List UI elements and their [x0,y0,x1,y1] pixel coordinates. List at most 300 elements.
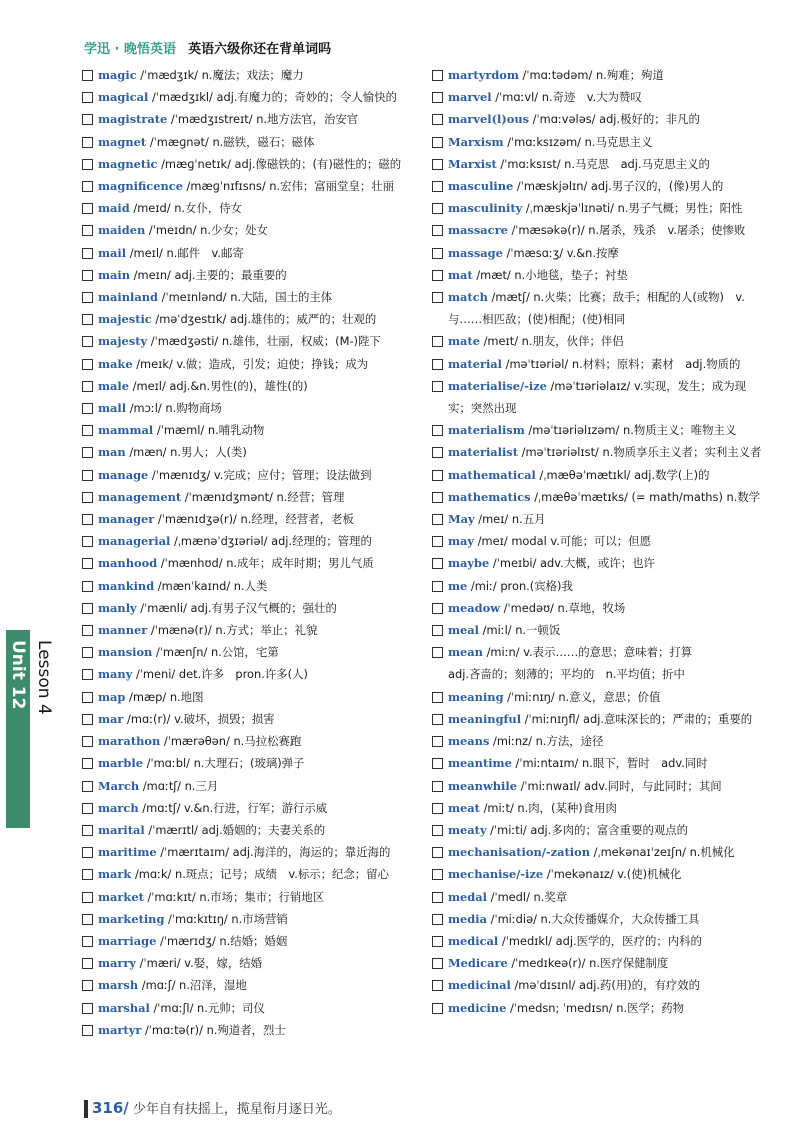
page-number: 316/ [92,1099,129,1117]
definition: /ˈmæri/ v.娶，嫁，结婚 [136,956,263,971]
word-entry [82,575,414,597]
checkbox-icon[interactable] [82,825,93,836]
checkbox-icon[interactable] [82,536,93,547]
word-entry [82,1019,414,1041]
headword: masculine [448,179,514,194]
word-entry [432,619,762,641]
headword: majesty [98,334,148,349]
headword: magic [98,68,137,82]
headword: managerial [98,534,171,549]
checkbox-icon[interactable] [432,1003,443,1014]
headword: mall [98,401,127,416]
entry-text [98,952,414,974]
checkbox-icon[interactable] [432,603,443,614]
word-entry [82,708,414,730]
headword: meaning [448,689,504,704]
checkbox-icon[interactable] [82,892,93,903]
headword: mar [98,711,124,726]
checkbox-icon[interactable] [82,92,93,103]
definition: /ˈmædʒɪkl/ adj.有魔力的；奇妙的；令人愉快的 [148,90,397,105]
headword: media [448,911,487,926]
lesson-label: Lesson 4 [34,640,54,715]
definition: /ˈmæɡnət/ n.磁铁，磁石；磁体 [146,134,315,149]
headword: manhood [98,556,158,571]
headword: meantime [448,756,512,771]
checkbox-icon[interactable] [82,781,93,792]
entry-text [98,597,414,619]
entry-text [98,974,414,996]
checkbox-icon[interactable] [432,292,443,303]
entry-text [448,886,762,908]
definition: /məˈtɪəriəlɪzəm/ n.物质主义；唯物主义 [524,423,737,438]
definition: /meɪt/ n.朋友，伙伴；伴侣 [479,334,624,349]
word-entry [432,886,762,908]
entry-text [448,219,762,241]
checkbox-icon[interactable] [432,336,443,347]
headword: magnet [98,134,147,149]
headword: meaningful [448,711,522,726]
word-entry [82,730,414,752]
headword: mate [448,334,480,349]
headword: manager [98,512,155,527]
checkbox-icon[interactable] [82,248,93,259]
word-entry [82,308,414,330]
word-entry [432,153,762,175]
word-entry [82,663,414,685]
headword: main [98,267,131,282]
checkbox-icon[interactable] [432,514,443,525]
word-entry [82,997,414,1019]
headword: March [98,778,140,793]
checkbox-icon[interactable] [82,114,93,125]
word-entry [82,775,414,797]
checkbox-icon[interactable] [82,447,93,458]
entry-text [448,464,762,486]
word-entry [82,464,414,486]
entry-text [448,197,762,219]
word-entry [432,997,762,1019]
headword: manner [98,623,148,638]
definition: /mæp/ n.地图 [125,689,204,704]
entry-text [98,552,414,574]
word-entry [432,64,762,86]
entry-text [98,197,414,219]
definition: /meɪ/ modal v.可能；可以；但愿 [474,534,651,549]
checkbox-icon[interactable] [82,581,93,592]
entry-text [98,108,414,130]
checkbox-icon[interactable] [82,558,93,569]
headword: means [448,734,490,749]
word-entry [82,930,414,952]
definition: /ˈmɑːtədəm/ n.殉难；殉道 [518,68,664,82]
entry-text [448,264,762,286]
checkbox-icon[interactable] [432,92,443,103]
word-entry [82,264,414,286]
word-entry [82,597,414,619]
lesson-tab [32,630,56,828]
definition: /ˈmænɪdʒ/ v.完成；应付；管理；设法做到 [148,467,372,482]
headword: marathon [98,734,161,749]
definition: /ˈmedsn; ˈmedɪsn/ n.医学；药物 [506,1000,685,1015]
entry-text [98,153,414,175]
word-entry [82,974,414,996]
definition: /ˈmiːdiə/ n.大众传播媒介，大众传播工具 [486,911,700,926]
entry-text [98,175,414,197]
entry-text [98,619,414,641]
definition: /meɪk/ v.做；造成，引发；迫使；挣钱；成为 [132,356,369,371]
definition: /məˈdʒestɪk/ adj.雄伟的；威严的；壮观的 [151,312,377,327]
definition: /miːl/ n.一顿饭 [479,623,561,638]
headword: magistrate [98,112,168,127]
headword: mechanise/-ize [448,867,544,882]
definition: /ˈmɑːvl/ n.奇迹 v.大为赞叹 [491,90,642,105]
word-entry [82,486,414,508]
headword: mean [448,645,483,660]
definition: /ˈmærɪtl/ adj.婚姻的；夫妻关系的 [144,822,326,837]
checkbox-icon[interactable] [82,470,93,481]
checkbox-icon[interactable] [432,137,443,148]
definition: /mæɡˈnɪfɪsns/ n.宏伟；富丽堂皇；壮丽 [182,179,395,194]
definition: /ˌmæskjəˈlɪnəti/ n.男子气概；男性；阳性 [522,201,743,216]
checkbox-icon[interactable] [432,381,443,392]
headword: maiden [98,223,146,238]
definition: /ˈmiːnɪŋ/ n.意义，意思；价值 [503,689,661,704]
definition: /ˈmɑːbl/ n.大理石；(玻璃)弹子 [142,756,305,771]
word-entry [432,974,762,996]
checkbox-icon[interactable] [82,514,93,525]
checkbox-icon[interactable] [432,203,443,214]
entry-text [98,242,414,264]
definition: /ˈmeni/ det.许多 pron.许多(人) [132,667,308,682]
word-entry [432,197,762,219]
checkbox-icon[interactable] [432,714,443,725]
definition: /ˈmærɪtaɪm/ adj.海洋的，海运的；靠近海的 [156,845,391,860]
entry-text [98,86,414,108]
checkbox-icon[interactable] [432,159,443,170]
word-entry [432,575,762,597]
checkbox-icon[interactable] [82,1025,93,1036]
headword: medical [448,933,499,948]
checkbox-icon[interactable] [82,492,93,503]
word-entry [432,908,762,930]
word-entry [82,530,414,552]
word-entry [432,686,762,708]
entry-text [448,153,762,175]
entry-text [448,131,762,153]
word-entry [432,841,762,863]
headword: medicine [448,1000,507,1015]
word-entry [432,930,762,952]
entry-text [98,819,414,841]
word-entry [82,153,414,175]
checkbox-icon[interactable] [82,803,93,814]
word-entry [82,375,414,397]
entry-text [448,908,762,930]
word-entry [432,464,762,486]
headword: massage [448,245,503,260]
headword: medal [448,889,487,904]
checkbox-icon[interactable] [82,1003,93,1014]
checkbox-icon[interactable] [432,114,443,125]
word-entry [432,486,762,508]
checkbox-icon[interactable] [432,492,443,503]
definition: /ˈmænʃn/ n.公馆，宅第 [152,645,279,660]
word-entry [82,552,414,574]
checkbox-icon[interactable] [82,714,93,725]
definition: /mɑːtʃ/ v.&n.行进，行军；游行示威 [138,800,328,815]
headword: mail [98,245,127,260]
checkbox-icon[interactable] [82,336,93,347]
checkbox-icon[interactable] [82,692,93,703]
word-entry [82,419,414,441]
brand-name: 学迅 · 晚悟英语 [84,42,176,57]
definition: /miːn/ v.表示……的意思；意味着；打算 adj.吝啬的；刻薄的；平均的 n.平均值；折中 [448,645,693,682]
word-entry [432,264,762,286]
checkbox-icon[interactable] [432,470,443,481]
word-entry [432,86,762,108]
checkbox-icon[interactable] [82,647,93,658]
checkbox-icon[interactable] [82,270,93,281]
checkbox-icon[interactable] [432,581,443,592]
headword: masculinity [448,201,523,216]
checkbox-icon[interactable] [432,359,443,370]
entry-text [98,997,414,1019]
definition: /ˌmekənaɪˈzeɪʃn/ n.机械化 [589,845,735,860]
checkbox-icon[interactable] [82,403,93,414]
entry-text [448,775,762,797]
definition: /ˈmiːnɪŋfl/ adj.意味深长的；严肃的；重要的 [521,711,753,726]
headword: martyrdom [448,68,519,82]
checkbox-icon[interactable] [82,181,93,192]
word-entry [432,508,762,530]
headword: marsh [98,978,139,993]
definition: /ˈmeɪnlənd/ n.大陆，国土的主体 [158,290,333,305]
checkbox-icon[interactable] [432,447,443,458]
checkbox-icon[interactable] [432,70,443,81]
checkbox-icon[interactable] [432,869,443,880]
entry-text [448,863,762,885]
definition: /ˈmæml/ n.哺乳动物 [153,423,265,438]
checkbox-icon[interactable] [432,825,443,836]
entry-text [448,508,762,530]
entry-text [448,730,762,752]
checkbox-icon[interactable] [432,248,443,259]
word-entry [432,530,762,552]
headword: massacre [448,223,508,238]
entry-text [448,686,762,708]
headword: many [98,667,133,682]
checkbox-icon[interactable] [432,647,443,658]
checkbox-icon[interactable] [82,314,93,325]
word-entry [82,242,414,264]
unit-tab [6,630,30,828]
entry-text [448,330,762,352]
checkbox-icon[interactable] [432,914,443,925]
checkbox-icon[interactable] [432,425,443,436]
definition: /ˈmænɪdʒə(r)/ n.经理，经营者，老板 [154,512,354,527]
definition: /ˈmiːnwaɪl/ adv.同时，与此同时；其间 [516,778,722,793]
word-entry [82,175,414,197]
checkbox-icon[interactable] [432,270,443,281]
checkbox-icon[interactable] [432,692,443,703]
definition: /meɪ/ n.五月 [474,512,546,527]
definition: /məˈtɪəriəlaɪz/ v.实现，发生；成为现实；突然出现 [448,378,746,416]
checkbox-icon[interactable] [82,625,93,636]
word-entry [82,797,414,819]
checkbox-icon[interactable] [432,625,443,636]
definition: /mɑː(r)/ v.破坏，损毁；损害 [123,711,275,726]
definition: /ˈmeɪbi/ adv.大概，或许；也许 [489,556,655,571]
entry-text [98,219,414,241]
definition: /ˈmædʒəsti/ n.雄伟，壮丽，权威；(M-)陛下 [147,334,381,349]
headword: mankind [98,578,155,593]
checkbox-icon[interactable] [82,203,93,214]
definition: /ˈmædʒɪstreɪt/ n.地方法官，治安官 [167,112,359,127]
checkbox-icon[interactable] [432,758,443,769]
word-entry [432,286,762,330]
word-entry [82,819,414,841]
entry-text [98,641,414,663]
footer-bar [84,1100,88,1118]
entry-text [98,508,414,530]
checkbox-icon[interactable] [432,803,443,814]
checkbox-icon[interactable] [432,958,443,969]
entry-text [98,464,414,486]
word-entry [82,353,414,375]
definition: /ˈmɑːksɪst/ n.马克思 adj.马克思主义的 [496,156,710,171]
checkbox-icon[interactable] [82,736,93,747]
checkbox-icon[interactable] [432,980,443,991]
checkbox-icon[interactable] [82,159,93,170]
entry-text [98,863,414,885]
checkbox-icon[interactable] [82,936,93,947]
word-entry [432,242,762,264]
word-entry [82,508,414,530]
checkbox-icon[interactable] [432,736,443,747]
checkbox-icon[interactable] [432,536,443,547]
definition: /ˈmiːti/ adj.多肉的；富含重要的观点的 [486,822,689,837]
definition: /meɪl/ adj.&n.男性(的)，雄性(的) [129,378,308,393]
headword: materialism [448,423,525,438]
entry-text [448,641,762,685]
checkbox-icon[interactable] [432,847,443,858]
entry-text [98,752,414,774]
checkbox-icon[interactable] [82,225,93,236]
checkbox-icon[interactable] [432,781,443,792]
definition: /ˈmærɪdʒ/ n.结婚；婚姻 [156,933,288,948]
entry-text [98,64,414,86]
headword: map [98,689,126,704]
definition: /ˈmedɪkl/ adj.医学的，医疗的；内科的 [498,933,702,948]
word-entry [432,175,762,197]
unit-side-tab [0,630,56,828]
headword: me [448,578,468,593]
definition: /miː/ pron.(宾格)我 [467,578,573,593]
definition: /mæn/ n.男人；人(类) [125,445,247,460]
checkbox-icon[interactable] [82,359,93,370]
entry-text [448,419,762,441]
checkbox-icon[interactable] [82,914,93,925]
checkbox-icon[interactable] [82,847,93,858]
checkbox-icon[interactable] [82,603,93,614]
entry-text [98,330,414,352]
checkbox-icon[interactable] [432,892,443,903]
checkbox-icon[interactable] [82,758,93,769]
entry-text [448,952,762,974]
checkbox-icon[interactable] [432,181,443,192]
headword: mark [98,867,132,882]
word-entry [82,397,414,419]
entry-text [98,131,414,153]
checkbox-icon[interactable] [432,936,443,947]
word-entry [82,286,414,308]
checkbox-icon[interactable] [82,381,93,392]
headword: May [448,512,475,527]
headword: marry [98,956,137,971]
checkbox-icon[interactable] [82,137,93,148]
headword: make [98,356,133,371]
entry-text [98,308,414,330]
definition: /ˈmɑːʃl/ n.元帅；司仪 [149,1000,265,1015]
page-header [84,38,331,57]
checkbox-icon[interactable] [82,292,93,303]
entry-text [98,930,414,952]
definition: /ˈmænli/ adj.有男子汉气概的；强壮的 [136,600,337,615]
entry-text [448,619,762,641]
definition: /ˈmɑːvələs/ adj.极好的；非凡的 [529,112,700,127]
word-entry [82,197,414,219]
checkbox-icon[interactable] [82,869,93,880]
headword: mammal [98,423,154,438]
headword: magnificence [98,179,183,194]
checkbox-icon[interactable] [432,558,443,569]
definition: /ˈmænɪdʒmənt/ n.经营；管理 [181,489,345,504]
headword: mansion [98,645,153,660]
checkbox-icon[interactable] [82,958,93,969]
definition: /ˈmænə(r)/ n.方式；举止；礼貌 [147,623,318,638]
entry-text [98,908,414,930]
checkbox-icon[interactable] [82,980,93,991]
word-entry [82,219,414,241]
footer-motto: 少年自有扶摇上，揽星衔月逐日光。 [128,1102,341,1117]
entry-text [448,441,762,463]
entry-text [448,486,762,508]
definition: /mɑːʃ/ n.沼泽，湿地 [138,978,247,993]
checkbox-icon[interactable] [82,425,93,436]
checkbox-icon[interactable] [82,669,93,680]
word-entry [82,886,414,908]
checkbox-icon[interactable] [432,225,443,236]
headword: material [448,356,502,371]
word-entry [82,131,414,153]
word-entry [82,752,414,774]
headword: Marxist [448,156,497,171]
entry-text [98,441,414,463]
definition: /məˈtɪəriəl/ n.材料；原料；素材 adj.物质的 [501,356,741,371]
word-entry [432,219,762,241]
checkbox-icon[interactable] [82,70,93,81]
definition: /ˈmæsəkə(r)/ n.屠杀，残杀 v.屠杀；使惨败 [507,223,746,238]
entry-text [448,552,762,574]
definition: /meɪd/ n.女仆，侍女 [129,201,243,216]
definition: /məˈdɪsɪnl/ adj.药(用)的，有疗效的 [510,978,701,993]
headword: manly [98,600,137,615]
headword: materialise/-ize [448,378,547,393]
headword: majestic [98,312,152,327]
definition: /ˈmɑːkɪtɪŋ/ n.市场营销 [164,911,288,926]
word-entry [432,441,762,463]
headword: may [448,534,475,549]
